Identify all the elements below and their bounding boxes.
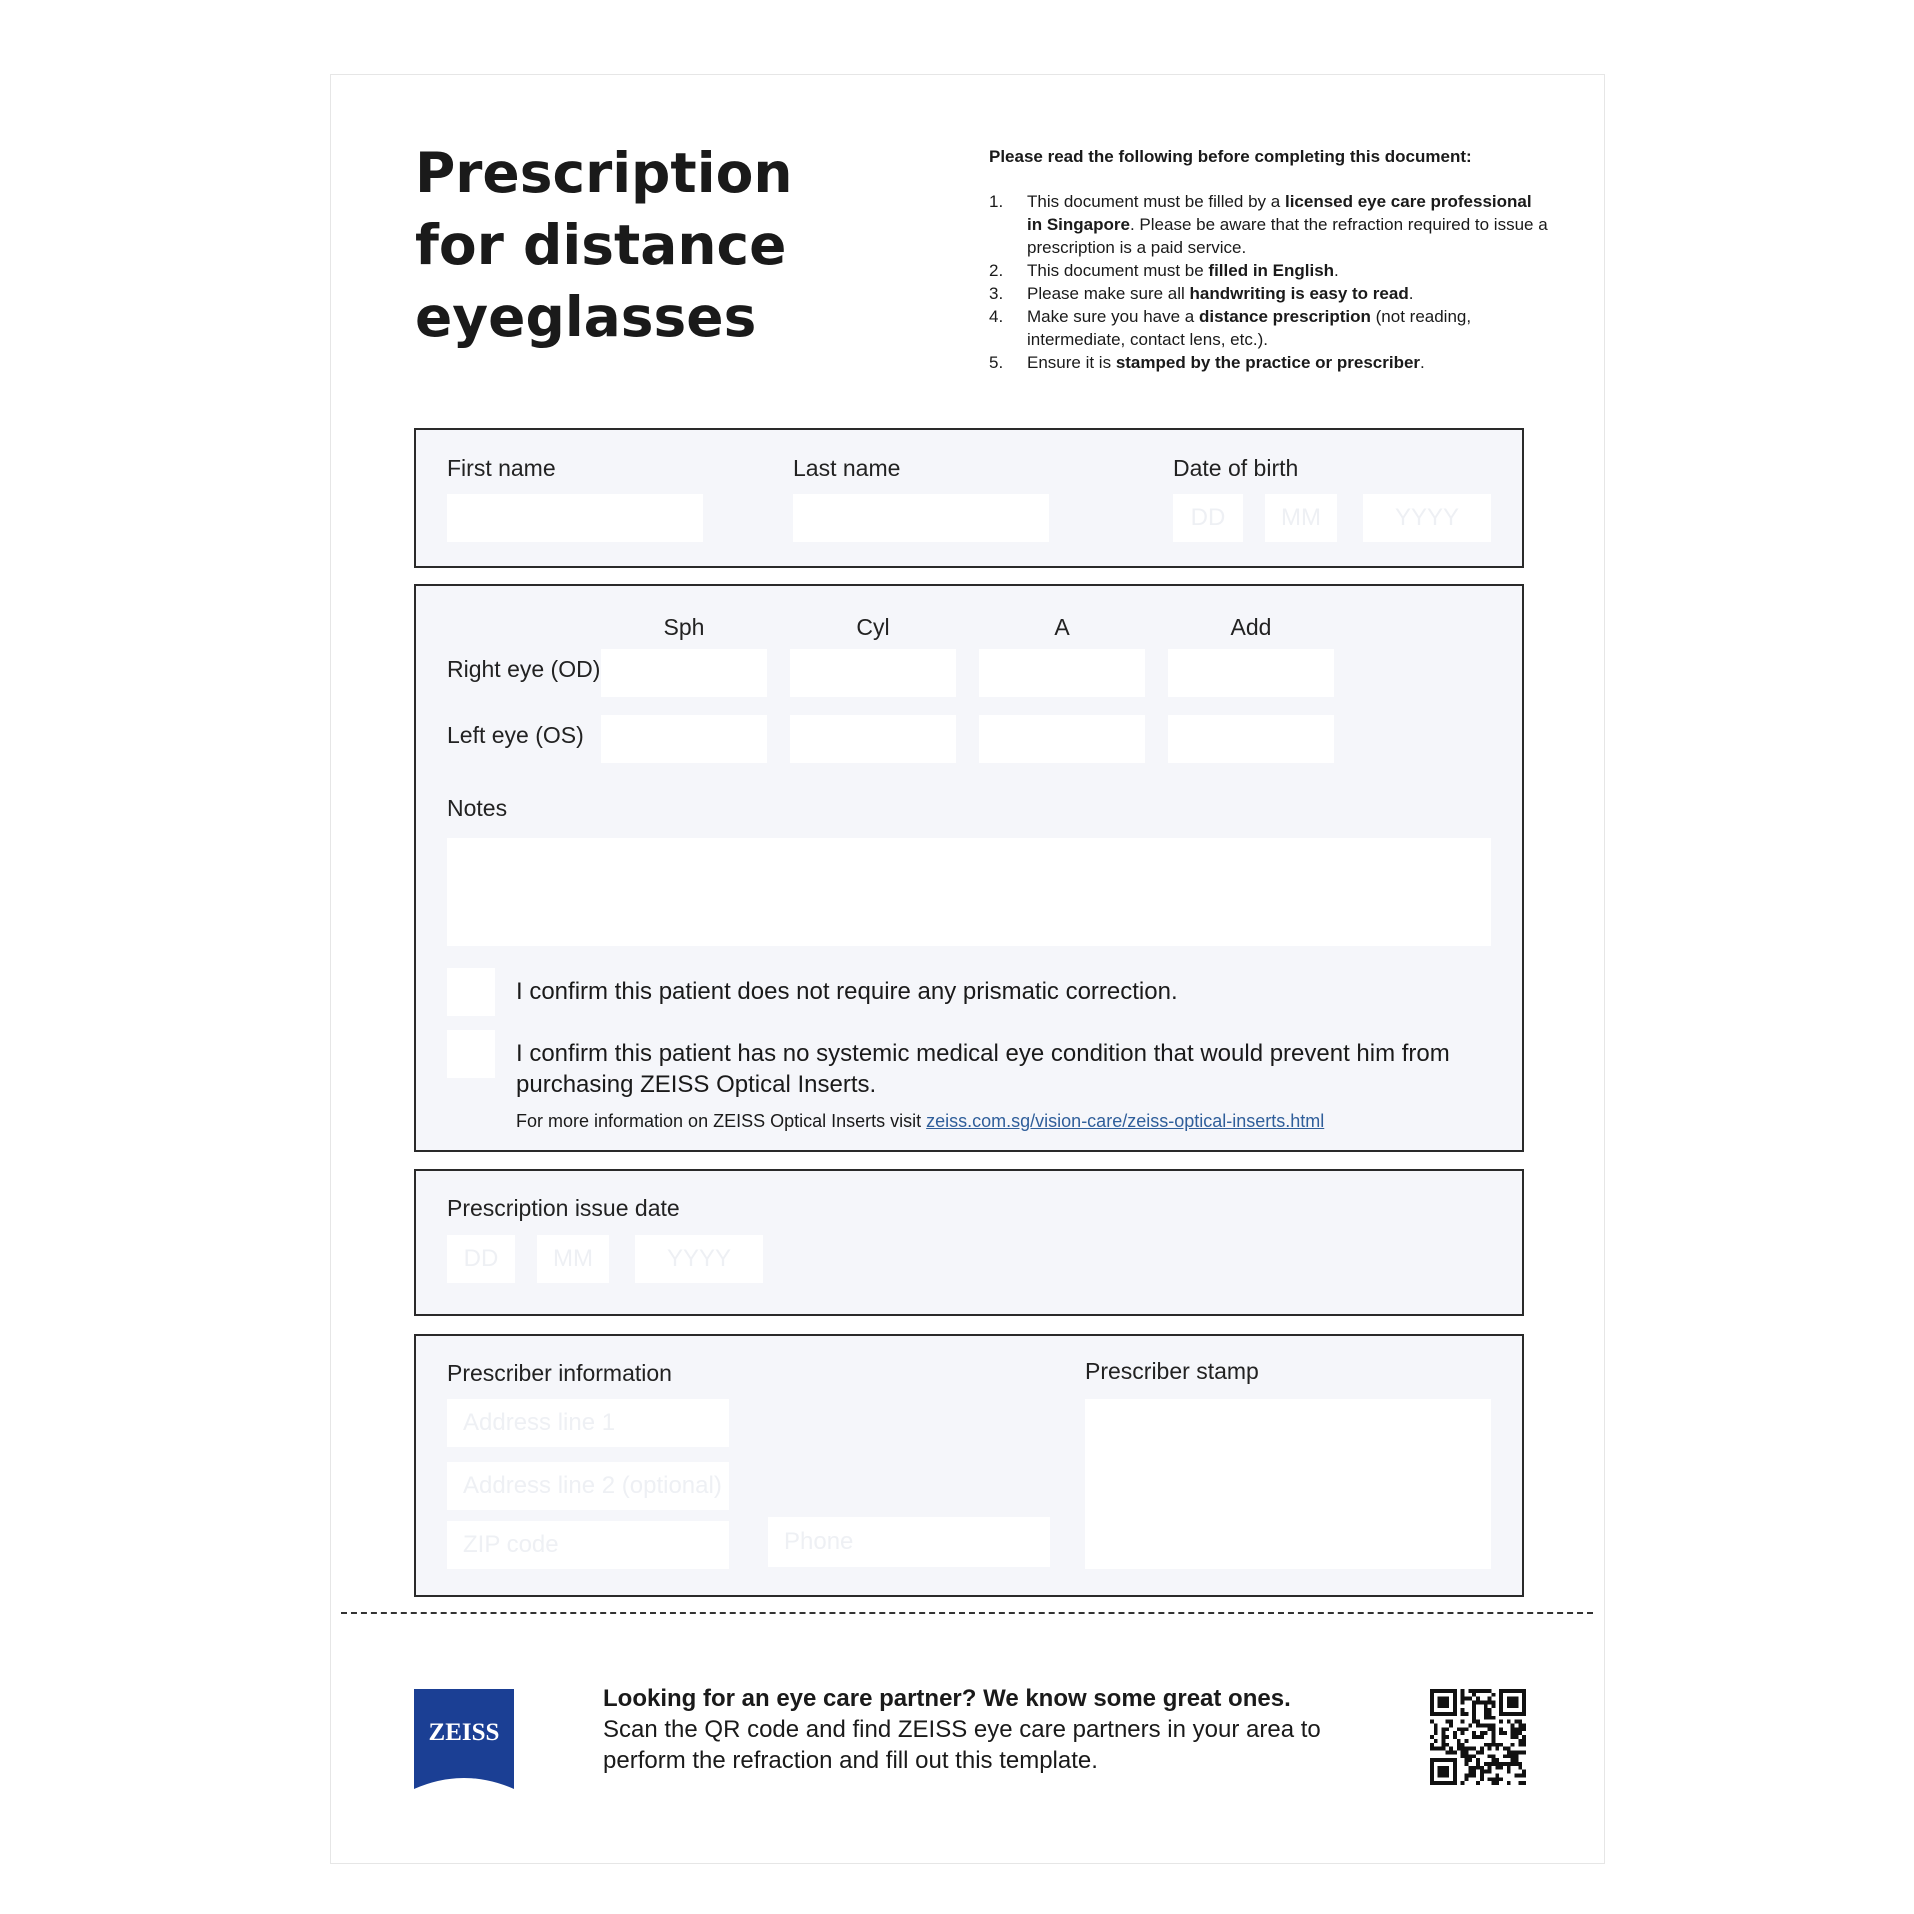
instruction-item	[989, 282, 1549, 305]
qr-code-icon[interactable]	[1430, 1689, 1526, 1785]
left-cyl-field[interactable]	[790, 715, 956, 763]
instruction-number: 5.	[989, 353, 1004, 372]
instruction-text: This document must be	[1027, 261, 1209, 280]
right-axis-field[interactable]	[979, 649, 1145, 697]
more-info-link[interactable]: zeiss.com.sg/vision-care/zeiss-optical-inserts.html	[926, 1111, 1325, 1131]
col-add-label: Add	[1230, 614, 1272, 640]
dob-day-field[interactable]: DD	[1173, 494, 1243, 542]
patient-info-box	[414, 428, 1524, 568]
dob-year-field[interactable]: YYYY	[1363, 494, 1491, 542]
prescriber-info-label: Prescriber information	[447, 1360, 672, 1386]
left-add-field[interactable]	[1168, 715, 1334, 763]
instructions-list	[989, 190, 1549, 374]
instruction-text: .	[1408, 284, 1414, 303]
right-cyl-field[interactable]	[790, 649, 956, 697]
last-name-field[interactable]	[793, 494, 1049, 542]
notes-label: Notes	[447, 795, 508, 821]
logo-text: ZEISS	[428, 1719, 500, 1746]
issue-date-box	[414, 1169, 1524, 1316]
instruction-number: 4.	[989, 307, 1004, 326]
instruction-text: filled in English	[1208, 261, 1335, 280]
instruction-text: Make sure you have a	[1027, 307, 1199, 326]
instruction-number: 2.	[989, 261, 1004, 280]
footer-body: Scan the QR code and find ZEISS eye care partners in your area to perform the refraction and fill out this template.	[603, 1716, 1321, 1774]
more-info-line	[516, 1111, 1324, 1132]
issue-day-field[interactable]: DD	[447, 1235, 515, 1283]
title-line-3: eyeglasses	[415, 285, 757, 349]
instruction-item	[989, 305, 1549, 351]
instruction-text: .	[1334, 261, 1339, 280]
instruction-text: stamped by the practice or prescriber	[1115, 353, 1421, 372]
systemic-confirm-checkbox[interactable]	[447, 1030, 495, 1078]
issue-year-field[interactable]: YYYY	[635, 1235, 763, 1283]
cut-line	[341, 1612, 1593, 1614]
phone-field[interactable]: Phone	[768, 1517, 1050, 1567]
instruction-text: (not reading, intermediate, contact lens, etc.).	[1027, 307, 1472, 349]
right-add-field[interactable]	[1168, 649, 1334, 697]
col-sph-label: Sph	[663, 614, 705, 640]
zeiss-logo-icon	[414, 1689, 514, 1789]
instructions-heading: Please read the following before completing this document:	[989, 147, 1472, 166]
title-line-2: for distance	[415, 213, 787, 277]
left-eye-label: Left eye (OS)	[447, 722, 584, 748]
rx-box	[414, 584, 1524, 1152]
instruction-text: handwriting is easy to read	[1189, 284, 1409, 303]
address-line-1-field[interactable]: Address line 1	[447, 1399, 729, 1447]
instruction-number: 3.	[989, 284, 1004, 303]
dob-month-field[interactable]: MM	[1265, 494, 1337, 542]
first-name-label: First name	[447, 455, 556, 481]
address-line-2-field[interactable]: Address line 2 (optional)	[447, 1462, 729, 1510]
prescriber-stamp-label: Prescriber stamp	[1085, 1358, 1259, 1384]
issue-date-label: Prescription issue date	[447, 1195, 680, 1221]
dob-label: Date of birth	[1173, 455, 1299, 481]
first-name-field[interactable]	[447, 494, 703, 542]
instruction-number: 1.	[989, 192, 1004, 211]
footer-headline: Looking for an eye care partner? We know some great ones.	[603, 1685, 1291, 1712]
right-sph-field[interactable]	[601, 649, 767, 697]
prescriber-box	[414, 1334, 1524, 1597]
instruction-text: distance prescription	[1198, 307, 1371, 326]
page-title	[415, 137, 915, 353]
instruction-text: Please make sure all	[1027, 284, 1190, 303]
right-eye-label: Right eye (OD)	[447, 656, 601, 682]
footer-text	[603, 1683, 1363, 1776]
systemic-confirm-text: I confirm this patient has no systemic medical eye condition that would prevent him from purchasing ZEISS Optical Inserts.	[516, 1040, 1450, 1098]
instruction-text: This document must be filled by a	[1027, 192, 1285, 211]
zip-code-field[interactable]: ZIP code	[447, 1521, 729, 1569]
last-name-label: Last name	[793, 455, 901, 481]
instruction-item	[989, 351, 1549, 374]
left-axis-field[interactable]	[979, 715, 1145, 763]
col-cyl-label: Cyl	[856, 614, 890, 640]
instruction-item	[989, 190, 1549, 259]
instruction-text: . Please be aware that the refraction required to issue a prescription is a paid service.	[1027, 215, 1548, 257]
prism-confirm-checkbox[interactable]	[447, 968, 495, 1016]
instruction-text: .	[1420, 353, 1425, 372]
issue-month-field[interactable]: MM	[537, 1235, 609, 1283]
notes-field[interactable]	[447, 838, 1491, 946]
more-info-text: For more information on ZEISS Optical Inserts visit	[516, 1111, 927, 1131]
instruction-text: licensed eye care professional in Singapore	[1027, 192, 1532, 234]
instruction-item	[989, 259, 1549, 282]
left-sph-field[interactable]	[601, 715, 767, 763]
prescriber-stamp-area[interactable]	[1085, 1399, 1491, 1569]
col-a-label: A	[1054, 614, 1070, 640]
prescription-sheet	[330, 74, 1605, 1864]
title-line-1: Prescription	[415, 141, 793, 205]
instruction-text: Ensure it is	[1027, 353, 1116, 372]
instructions	[989, 145, 1549, 374]
prism-confirm-text: I confirm this patient does not require any prismatic correction.	[516, 978, 1178, 1005]
